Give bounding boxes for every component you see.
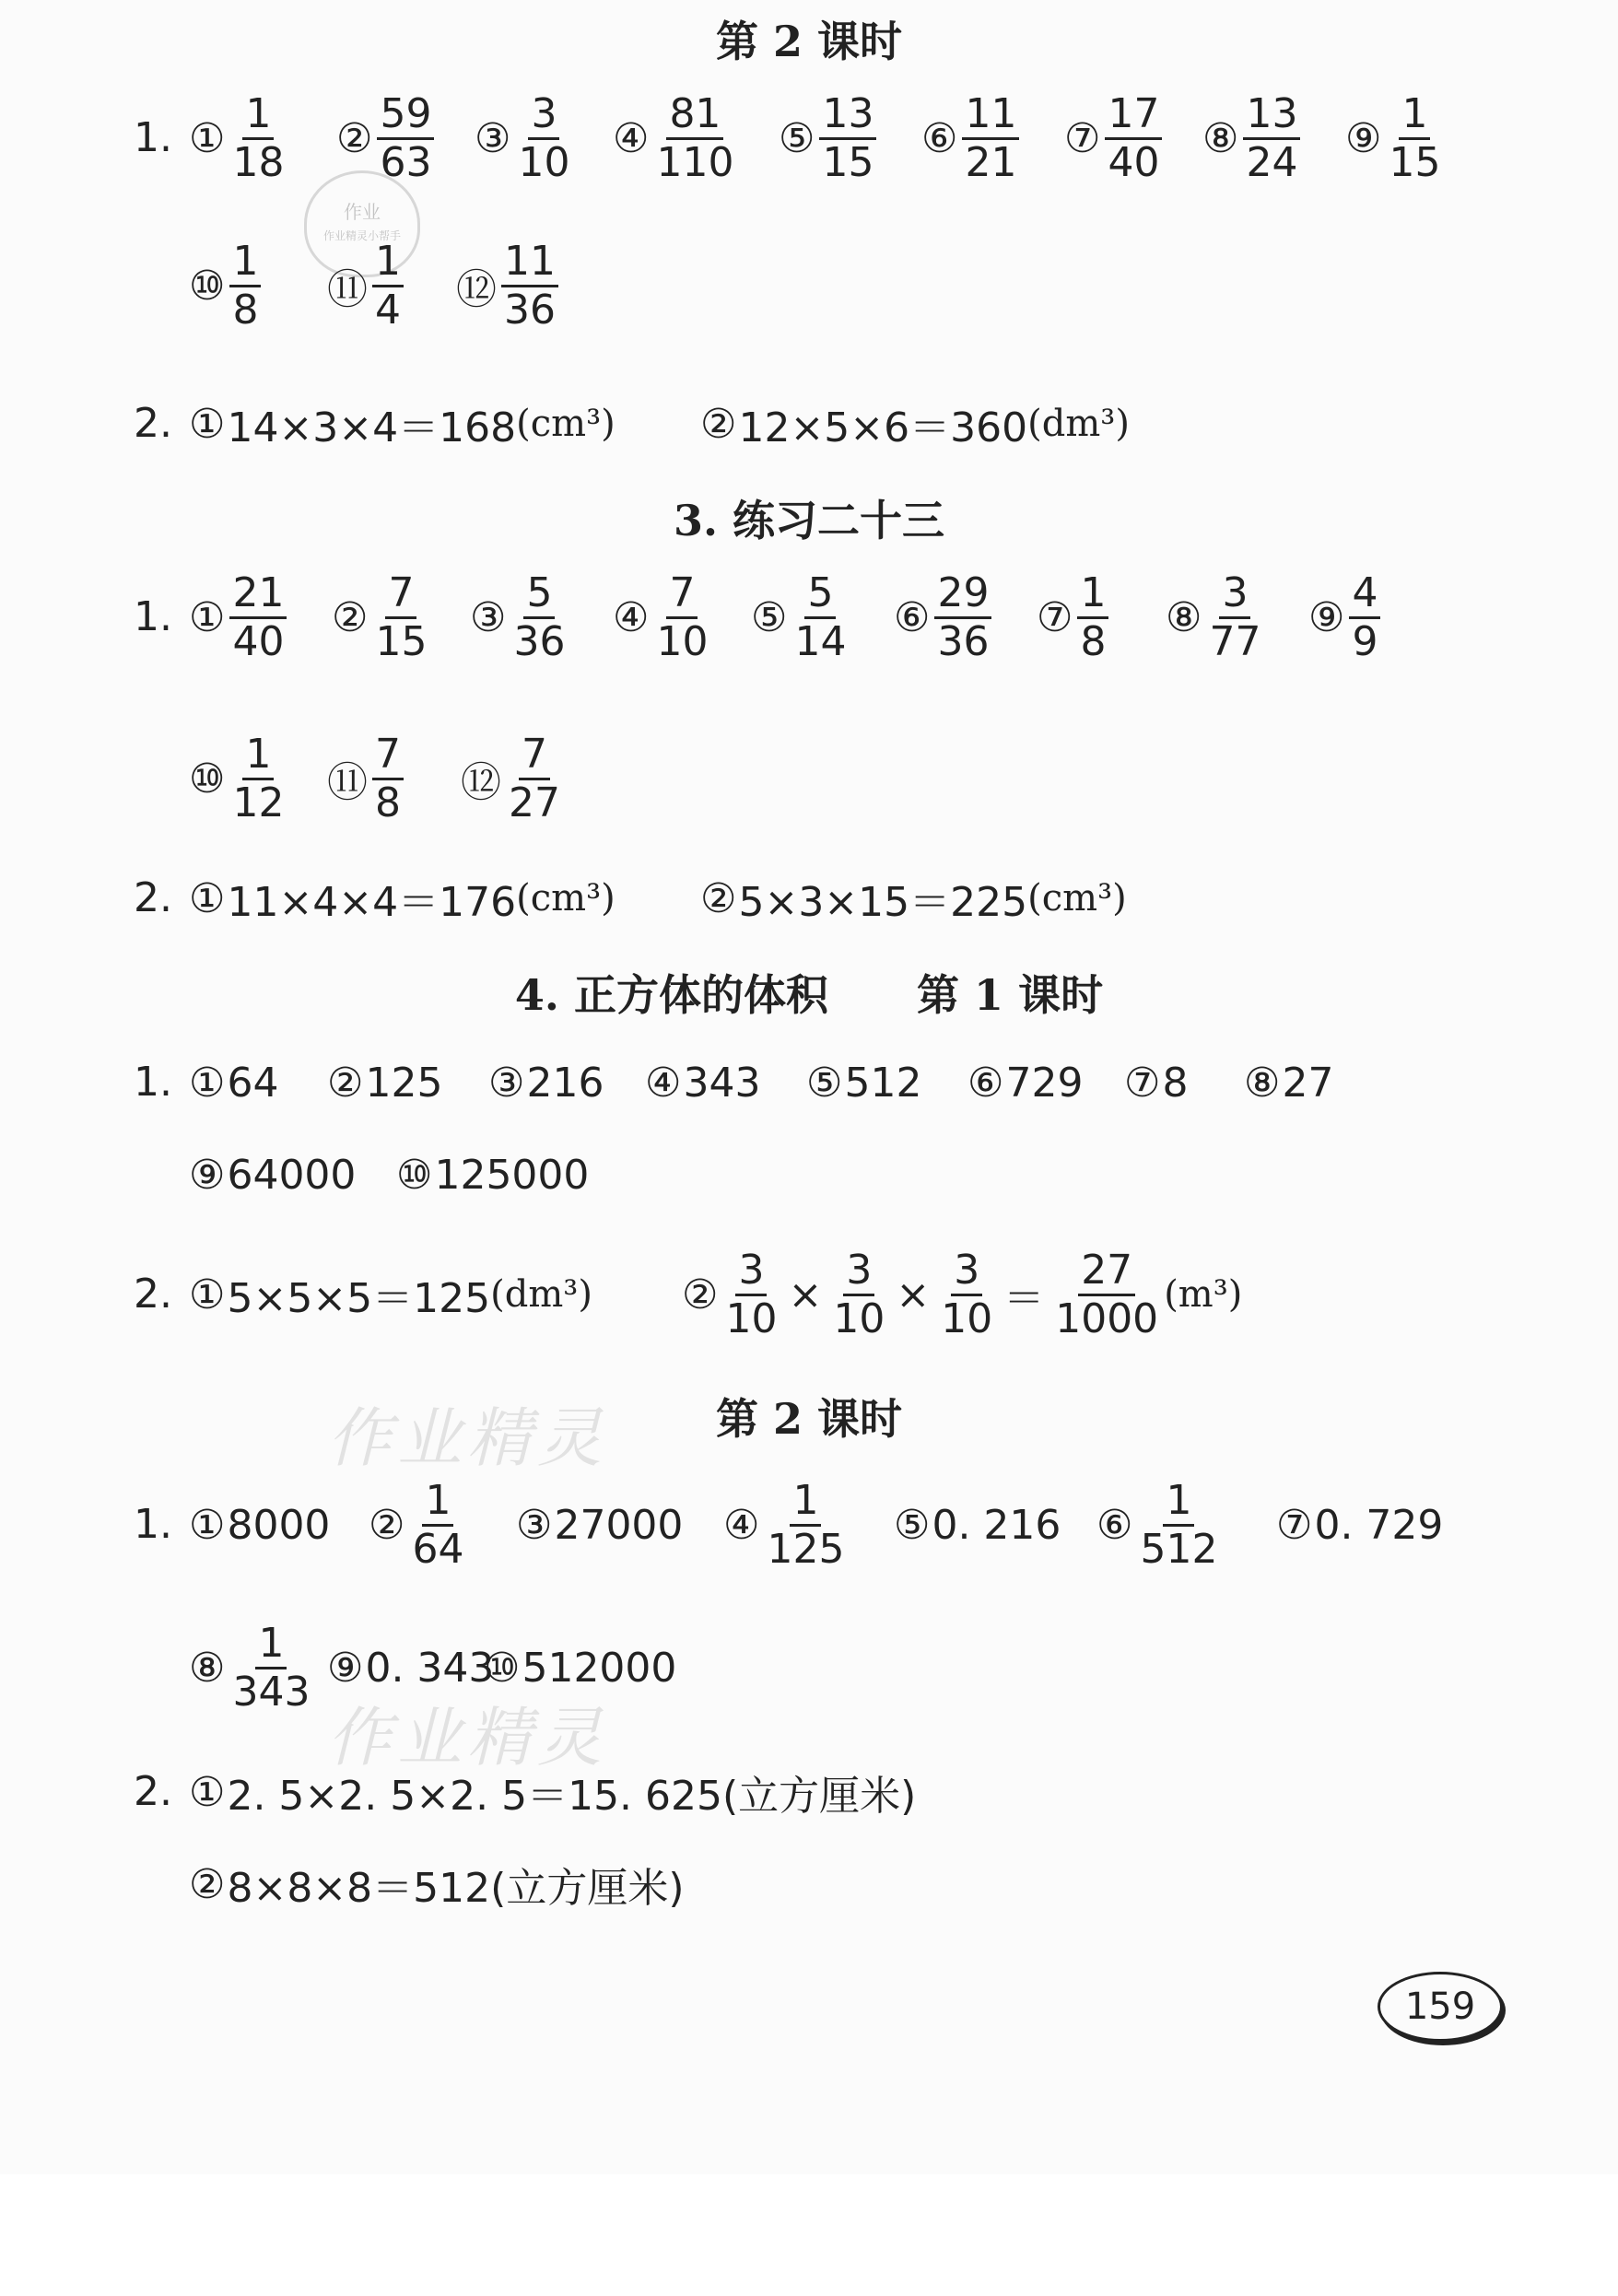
answer-item (396, 1115, 589, 1235)
circled-number: ② (682, 1271, 719, 1318)
answer-item (779, 78, 879, 198)
denominator: 15 (822, 138, 874, 186)
fraction (934, 570, 991, 665)
circled-number: ② (327, 1059, 364, 1107)
fraction (819, 91, 876, 186)
fraction (722, 1248, 780, 1342)
numerator: 21 (229, 570, 287, 619)
operator: × (788, 1271, 823, 1318)
question-number: 2. (134, 1768, 172, 1815)
answer-text: 125000 (434, 1151, 590, 1199)
numerator: 7 (385, 570, 416, 619)
answer-item (1037, 557, 1111, 677)
unit-label: (cm³) (1027, 877, 1127, 920)
fraction (229, 570, 287, 665)
denominator: 4 (375, 286, 401, 334)
numerator: 11 (962, 91, 1019, 140)
numerator: 27 (1078, 1248, 1135, 1296)
fraction (1077, 570, 1108, 665)
fraction (229, 732, 287, 826)
circled-number: ① (189, 114, 226, 162)
numerator: 81 (666, 91, 723, 140)
denominator: 110 (656, 138, 734, 186)
fraction (1137, 1478, 1220, 1573)
numerator: 5 (523, 570, 555, 619)
denominator: 8 (1080, 617, 1107, 665)
numerator: 3 (1219, 570, 1250, 619)
fraction (510, 570, 568, 665)
numerator: 1 (229, 239, 261, 287)
answer-item (327, 719, 406, 838)
answer-item (189, 78, 289, 198)
circled-number: ① (189, 593, 226, 641)
circled-number: ⑦ (1037, 593, 1073, 641)
circled-number: ⑪ (327, 759, 368, 806)
numerator: 11 (501, 239, 558, 287)
fraction (229, 91, 287, 186)
denominator: 10 (941, 1294, 993, 1342)
answer-text: 12×5×6＝360 (738, 404, 1028, 451)
answer-text: 125 (365, 1059, 443, 1107)
section-title: 第 2 课时 (715, 1394, 903, 1444)
answer-text: 0. 343 (365, 1644, 495, 1692)
fraction (938, 1248, 995, 1342)
answer-item (645, 1023, 760, 1142)
fraction (653, 570, 710, 665)
fraction (962, 91, 1019, 186)
answer-text: 27000 (554, 1501, 684, 1549)
numerator: 17 (1105, 91, 1162, 140)
fraction (830, 1248, 887, 1342)
circled-number: ⑦ (1124, 1059, 1161, 1107)
answer-text: 11×4×4＝176 (227, 879, 517, 926)
answer-text: 2. 5×2. 5×2. 5＝15. 625(立方厘米) (227, 1773, 917, 1820)
answer-item (1202, 78, 1303, 198)
circled-number: ④ (613, 114, 650, 162)
denominator: 10 (656, 617, 709, 665)
circled-number: ⑩ (484, 1644, 521, 1692)
section-title: 第 2 课时 (715, 17, 903, 66)
denominator: 24 (1246, 138, 1298, 186)
fraction (372, 570, 429, 665)
question-number: 2. (134, 874, 172, 921)
numerator: 1 (1399, 91, 1430, 140)
answer-item (1064, 78, 1165, 198)
numerator: 5 (804, 570, 836, 619)
circled-number: ⑩ (396, 1151, 433, 1199)
unit-label: (m³) (1164, 1273, 1243, 1316)
answer-item (682, 1235, 1242, 1354)
denominator: 63 (380, 138, 432, 186)
denominator: 10 (833, 1294, 885, 1342)
circled-number: ⑩ (189, 262, 226, 310)
answer-item (189, 1824, 684, 1944)
denominator: 18 (232, 138, 285, 186)
circled-number: ④ (723, 1501, 760, 1549)
circled-number: ⑤ (806, 1059, 843, 1107)
circled-number: ⑤ (779, 114, 815, 162)
numerator: 4 (1349, 570, 1380, 619)
denominator: 15 (1389, 138, 1441, 186)
question-number: 2. (134, 400, 172, 447)
circled-number: ④ (645, 1059, 682, 1107)
numerator: 1 (255, 1621, 287, 1669)
numerator: 1 (1077, 570, 1108, 619)
denominator: 10 (518, 138, 570, 186)
page-number: 159 (1378, 1972, 1503, 2042)
circled-number: ⑧ (1202, 114, 1239, 162)
numerator: 7 (372, 732, 404, 780)
circled-number: ⑥ (894, 593, 931, 641)
circled-number: ② (332, 593, 369, 641)
numerator: 3 (528, 91, 559, 140)
answer-text: 27 (1282, 1059, 1334, 1107)
answer-item (189, 1235, 592, 1354)
denominator: 8 (375, 779, 401, 826)
answer-text: 64 (227, 1059, 279, 1107)
circled-number: ⑩ (189, 755, 226, 802)
answer-item (1244, 1023, 1333, 1142)
numerator: 7 (519, 732, 550, 780)
answer-item (189, 719, 289, 838)
denominator: 36 (937, 617, 990, 665)
answer-item (189, 557, 289, 677)
fraction (1105, 91, 1162, 186)
question-number: 2. (134, 1271, 172, 1318)
circled-number: ③ (475, 114, 511, 162)
circled-number: ③ (516, 1501, 553, 1549)
circled-number: ⑦ (1064, 114, 1101, 162)
answer-item (894, 557, 994, 677)
fraction (372, 239, 404, 334)
circled-number: ⑦ (1276, 1501, 1313, 1549)
answer-text: 64000 (227, 1151, 357, 1199)
fraction (1206, 570, 1263, 665)
circled-number: ② (700, 874, 737, 922)
answer-item (1124, 1023, 1188, 1142)
answer-item (461, 719, 566, 838)
answer-text: 512000 (522, 1644, 677, 1692)
answer-item (1276, 1465, 1443, 1585)
denominator: 1000 (1055, 1294, 1159, 1342)
answer-item (613, 557, 713, 677)
operator: × (896, 1271, 931, 1318)
denominator: 21 (965, 138, 1017, 186)
denominator: 77 (1209, 617, 1261, 665)
circled-number: ① (189, 1501, 226, 1549)
numerator: 29 (934, 570, 991, 619)
circled-number: ⑨ (1345, 114, 1382, 162)
circled-number: ① (189, 1059, 226, 1107)
answer-text: 14×3×4＝168 (227, 404, 517, 451)
denominator: 36 (513, 617, 566, 665)
unit-label: (cm³) (516, 877, 616, 920)
answer-item (700, 838, 1127, 958)
question-number: 1. (134, 1501, 172, 1548)
circled-number: ② (336, 114, 373, 162)
unit-label: (cm³) (516, 403, 616, 445)
answer-item (327, 1608, 494, 1728)
fraction (1349, 570, 1380, 665)
fraction (501, 239, 558, 334)
denominator: 27 (509, 779, 560, 826)
fraction (764, 1478, 847, 1573)
answer-text: 5×3×15＝225 (738, 879, 1028, 926)
denominator: 14 (794, 617, 847, 665)
answer-item (332, 557, 432, 677)
answer-item (189, 226, 264, 346)
circled-number: ① (189, 400, 226, 448)
circled-number: ⑤ (894, 1501, 931, 1549)
operator: ＝ (1003, 1275, 1045, 1322)
fraction (1243, 91, 1300, 186)
answer-text: 512 (844, 1059, 922, 1107)
denominator: 125 (767, 1525, 845, 1573)
circled-number: ⑧ (1166, 593, 1202, 641)
circled-number: ② (369, 1501, 405, 1549)
numerator: 1 (1163, 1478, 1194, 1527)
circled-number: ⑫ (456, 266, 497, 313)
answer-item (1308, 557, 1383, 677)
answer-item (484, 1608, 676, 1728)
unit-label: (dm³) (490, 1273, 592, 1316)
circled-number: ② (189, 1860, 226, 1908)
circled-number: ③ (488, 1059, 525, 1107)
answer-item (894, 1465, 1061, 1585)
circled-number: ① (189, 1271, 226, 1318)
answer-text: 8×8×8＝512(立方厘米) (227, 1865, 685, 1912)
stamp-logo: 作业 作业精灵小帮手 (304, 170, 420, 277)
answer-item (189, 1608, 315, 1728)
answer-item (700, 364, 1130, 484)
numerator: 13 (819, 91, 876, 140)
circled-number: ④ (613, 593, 650, 641)
answer-item (470, 557, 570, 677)
denominator: 9 (1352, 617, 1378, 665)
fraction (506, 732, 563, 826)
section-title: 3. 练习二十三 (673, 496, 945, 545)
question-number: 1. (134, 593, 172, 640)
answer-item (475, 78, 575, 198)
circled-number: ⑨ (1308, 593, 1345, 641)
numerator: 1 (422, 1478, 453, 1527)
circled-number: ⑤ (751, 593, 788, 641)
circled-number: ⑨ (189, 1151, 226, 1199)
answer-item (1345, 78, 1446, 198)
answer-text: 729 (1005, 1059, 1084, 1107)
circled-number: ① (189, 874, 226, 922)
denominator: 64 (412, 1525, 464, 1573)
numerator: 3 (843, 1248, 874, 1296)
answer-item (613, 78, 739, 198)
answer-text: 0. 729 (1314, 1501, 1444, 1549)
fraction (1386, 91, 1443, 186)
circled-number: ② (700, 400, 737, 448)
circled-number: ⑧ (189, 1644, 226, 1692)
answer-item (806, 1023, 921, 1142)
numerator: 1 (242, 91, 274, 140)
answer-item (456, 226, 561, 346)
answer-item (189, 1465, 330, 1585)
answer-item (1096, 1465, 1223, 1585)
denominator: 15 (375, 617, 428, 665)
answer-text: 8000 (227, 1501, 331, 1549)
fraction (377, 91, 434, 186)
answer-item (1166, 557, 1266, 677)
fraction (229, 1621, 312, 1716)
numerator: 59 (377, 91, 434, 140)
numerator: 1 (372, 239, 404, 287)
circled-number: ③ (470, 593, 507, 641)
circled-number: ⑨ (327, 1644, 364, 1692)
numerator: 3 (735, 1248, 767, 1296)
denominator: 40 (232, 617, 285, 665)
circled-number: ① (189, 1768, 226, 1816)
answer-item (336, 78, 437, 198)
answer-text: 0. 216 (932, 1501, 1061, 1549)
answer-text: 8 (1162, 1059, 1189, 1107)
denominator: 512 (1140, 1525, 1218, 1573)
answer-text: 343 (683, 1059, 761, 1107)
denominator: 36 (504, 286, 556, 334)
page-bottom-band (0, 2174, 1618, 2296)
answer-text: 5×5×5＝125 (227, 1275, 491, 1322)
numerator: 3 (951, 1248, 982, 1296)
denominator: 343 (232, 1668, 311, 1716)
unit-label: (dm³) (1027, 403, 1130, 445)
fraction (653, 91, 736, 186)
fraction (229, 239, 261, 334)
denominator: 40 (1108, 138, 1160, 186)
answer-item (189, 1115, 356, 1235)
denominator: 10 (725, 1294, 778, 1342)
answer-item (189, 364, 616, 484)
denominator: 12 (232, 779, 285, 826)
numerator: 1 (790, 1478, 821, 1527)
numerator: 7 (666, 570, 698, 619)
section-title: 4. 正方体的体积 第 1 课时 (514, 970, 1104, 1020)
answer-item (327, 226, 406, 346)
answer-item (921, 78, 1022, 198)
answer-item (189, 838, 616, 958)
circled-number: ⑫ (461, 759, 501, 806)
watermark: 作业精灵 (327, 1400, 607, 1476)
circled-number: ⑪ (327, 266, 368, 313)
circled-number: ⑥ (1096, 1501, 1133, 1549)
answer-item (723, 1465, 850, 1585)
answer-text: 216 (526, 1059, 604, 1107)
fraction (515, 91, 572, 186)
answer-item (967, 1023, 1083, 1142)
question-number: 1. (134, 1059, 172, 1106)
numerator: 13 (1243, 91, 1300, 140)
numerator: 1 (242, 732, 274, 780)
fraction (409, 1478, 466, 1573)
fraction (372, 732, 404, 826)
circled-number: ⑥ (967, 1059, 1004, 1107)
answer-item (369, 1465, 469, 1585)
denominator: 8 (232, 286, 259, 334)
circled-number: ⑧ (1244, 1059, 1281, 1107)
question-number: 1. (134, 114, 172, 161)
answer-item (516, 1465, 683, 1585)
watermark: 作业精灵 (327, 1700, 607, 1775)
fraction (791, 570, 849, 665)
answer-item (751, 557, 851, 677)
circled-number: ⑥ (921, 114, 958, 162)
fraction (1052, 1248, 1161, 1342)
